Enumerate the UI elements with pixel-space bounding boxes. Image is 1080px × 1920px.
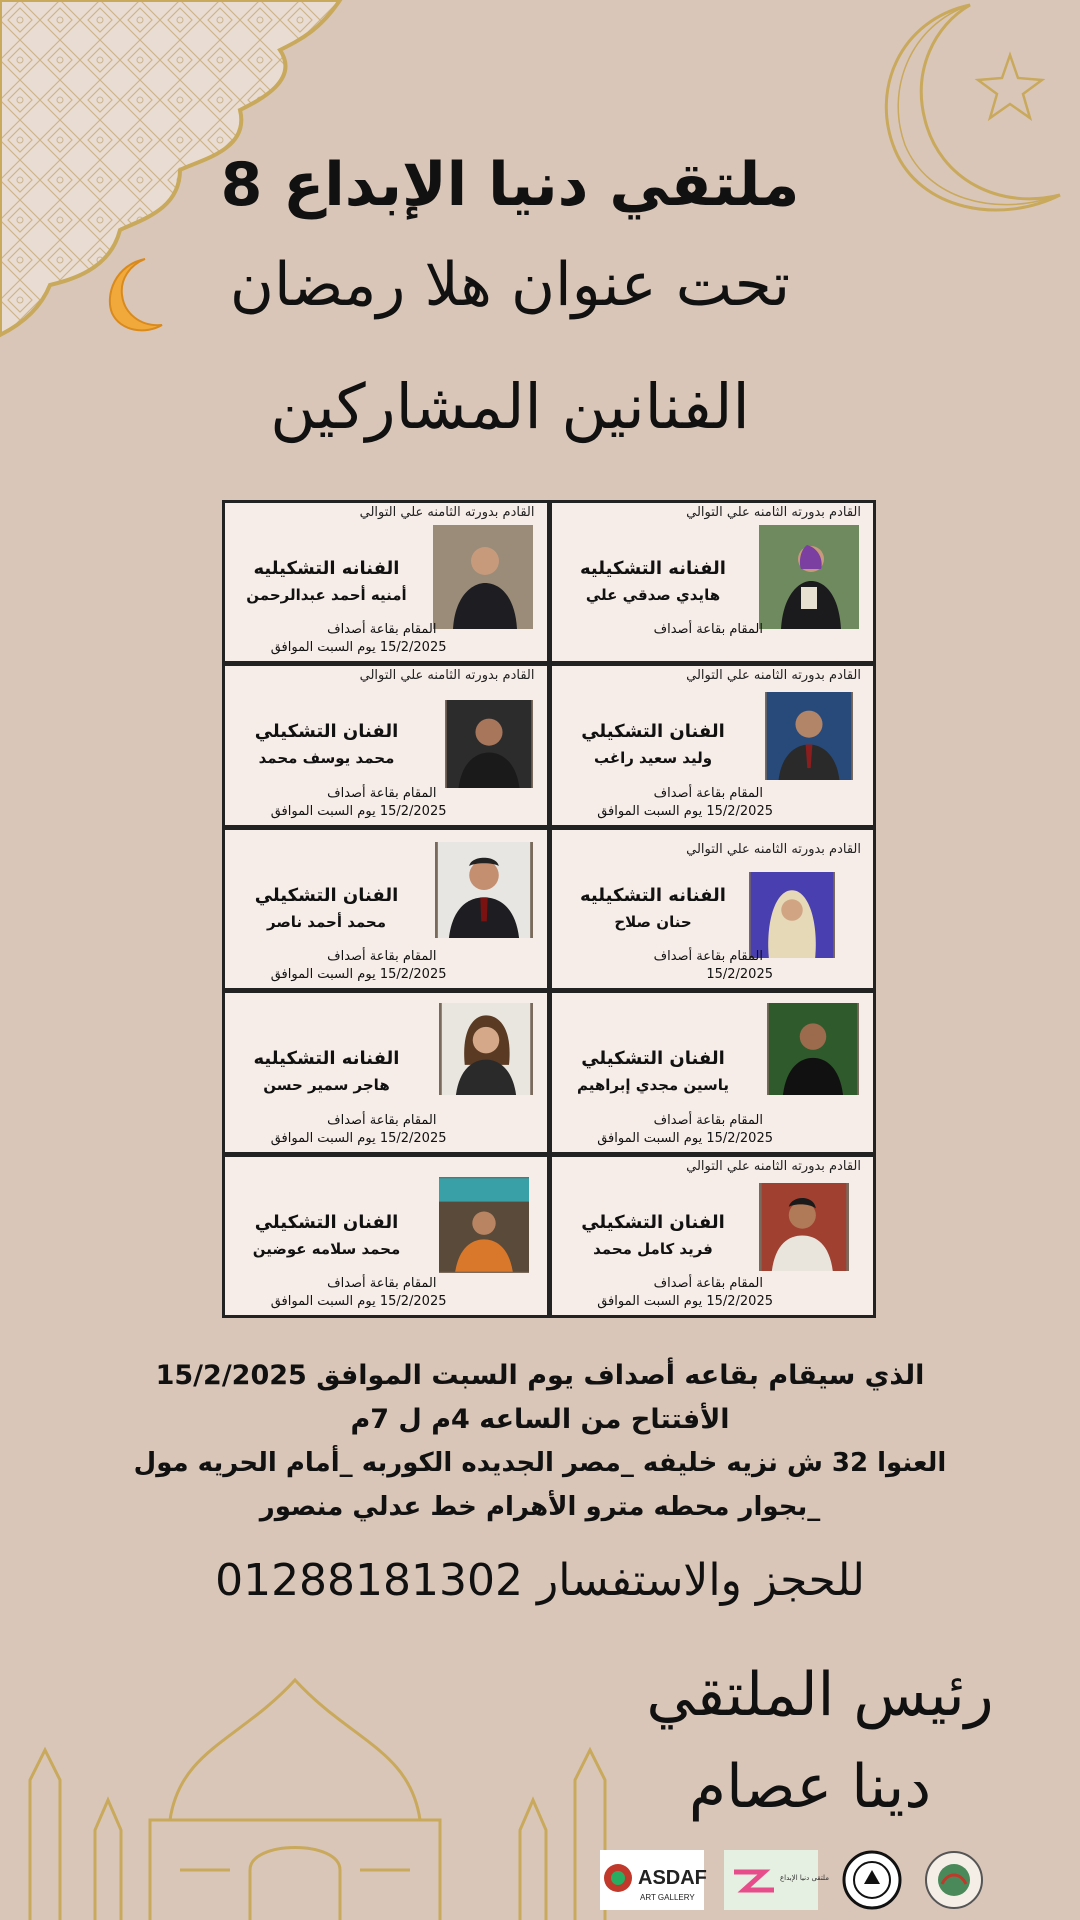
artists-grid [222,500,876,1318]
association-seal-logo [922,1850,986,1910]
event-venue-date: الذي سيقام بقاعه أصداف يوم السبت الموافق 15/2/2025 [155,1360,925,1391]
event-address-landmark: _بجوار محطه مترو الأهرام خط عدلي منصور [259,1492,821,1522]
artist-name: محمد أحمد ناصر [266,912,387,931]
artist-date: 15/2/2025 يوم السبت الموافق [270,1293,447,1309]
artist-date: 15/2/2025 يوم السبت الموافق [597,1293,773,1309]
asdaf-logo-subtext: ART GALLERY [640,1893,695,1902]
artist-card [225,1157,547,1315]
mosque-decoration [0,1670,650,1920]
artist-role: الفنانه التشكيليه [580,884,726,906]
artist-venue: المقام بقاعة أصداف [653,949,763,965]
dunya-logo [724,1850,829,1910]
artist-role: الفنان التشكيلي [581,1048,725,1070]
card-top-text: القادم بدورته الثامنه علي التوالي [359,505,535,520]
artist-photo [759,1183,849,1271]
artist-name: حنان صلاح [614,912,692,931]
event-title: ملتقي دنيا الإبداع 8 [220,150,800,220]
leader-name: دينا عصام [688,1752,932,1822]
artist-date: 15/2/2025 يوم السبت الموافق [597,803,773,819]
dunya-logo-text: ملتقى دنيا الإبداع [780,1874,829,1882]
artist-photo [433,525,533,629]
artist-name: فريد كامل محمد [593,1239,713,1258]
artist-role: الفنانه التشكيليه [253,558,400,579]
artist-role: الفنان التشكيلي [254,721,399,743]
artist-venue: المقام بقاعة أصداف [653,785,763,801]
artist-date: 15/2/2025 يوم السبت الموافق [270,1130,447,1146]
artist-date: 15/2/2025 يوم السبت الموافق [597,1130,773,1146]
artist-venue: المقام بقاعة أصداف [327,785,437,801]
artist-photo [767,1003,859,1095]
artist-venue: المقام بقاعة أصداف [327,1112,437,1128]
artist-photo [765,692,853,780]
artist-venue: المقام بقاعة أصداف [653,1275,763,1291]
artist-photo [759,525,859,629]
artist-card [552,1157,874,1315]
artist-role: الفنان التشكيلي [581,721,725,743]
artist-venue: المقام بقاعة أصداف [327,949,437,965]
event-subtitle: تحت عنوان هلا رمضان [229,250,791,320]
artist-name: وليد سعيد راغب [593,749,713,768]
artist-name: هاجر سمير حسن [263,1076,390,1095]
card-top-text: القادم بدورته الثامنه علي التوالي [686,505,861,520]
artist-name: محمد سلامه عوضين [252,1239,401,1258]
artist-venue: المقام بقاعة أصداف [327,1275,437,1291]
asdaf-logo-text: ASDAF [638,1867,707,1889]
event-address: العنوا 32 ش نزيه خليفه _مصر الجديده الكوربه _أمام الحريه مول [133,1448,947,1478]
crescent-moon-icon [100,255,170,335]
artist-photo [749,872,835,958]
artist-role: الفنان التشكيلي [581,1211,725,1233]
artist-photo [439,1003,533,1095]
card-top-text: القادم بدورته الثامنه علي التوالي [686,668,861,684]
booking-contact: للحجز والاستفسار 01288181302 [215,1555,865,1606]
artist-card [552,993,874,1151]
artist-name: محمد يوسف محمد [258,749,395,768]
participants-heading: الفنانين المشاركين [270,370,750,443]
artist-card [225,830,547,988]
artist-photo [445,700,533,788]
artist-role: الفنان التشكيلي [254,1211,399,1233]
artist-role: الفنان التشكيلي [254,884,399,906]
artist-date: 15/2/2025 يوم السبت الموافق [270,967,447,983]
forum-seal-logo [840,1850,904,1910]
artist-role: الفنانه التشكيليه [580,558,726,579]
crescent-star-decoration [840,0,1080,240]
artist-photo [439,1177,529,1273]
artist-venue: المقام بقاعة أصداف [327,622,437,638]
event-opening-time: الأفتتاح من الساعه 4م ل 7م [350,1404,730,1435]
artist-card [225,993,547,1151]
card-top-text: القادم بدورته الثامنه علي التوالي [686,1158,861,1174]
card-top-text: القادم بدورته الثامنه علي التوالي [359,668,535,684]
artist-card [225,666,547,824]
artist-date: 15/2/2025 [706,967,773,983]
artist-date: 15/2/2025 يوم السبت الموافق [270,640,447,656]
asdaf-logo [600,1850,707,1910]
artist-name: ياسين مجدي إبراهيم [576,1076,730,1095]
artist-name: أمنيه أحمد عبدالرحمن [246,586,407,604]
artist-date: 15/2/2025 يوم السبت الموافق [270,803,447,819]
artist-card [552,666,874,824]
leader-title: رئيس الملتقي [646,1660,994,1730]
artist-name: هايدي صدقي علي [585,586,721,604]
sponsor-logos [600,1850,1030,1910]
artist-venue: المقام بقاعة أصداف [653,622,763,638]
artist-role: الفنانه التشكيليه [253,1048,400,1070]
artist-photo [435,842,533,938]
artist-card [225,503,547,661]
card-top-text: القادم بدورته الثامنه علي التوالي [686,841,861,857]
artist-card [552,830,874,988]
artist-venue: المقام بقاعة أصداف [653,1112,763,1128]
artist-card [552,503,874,661]
